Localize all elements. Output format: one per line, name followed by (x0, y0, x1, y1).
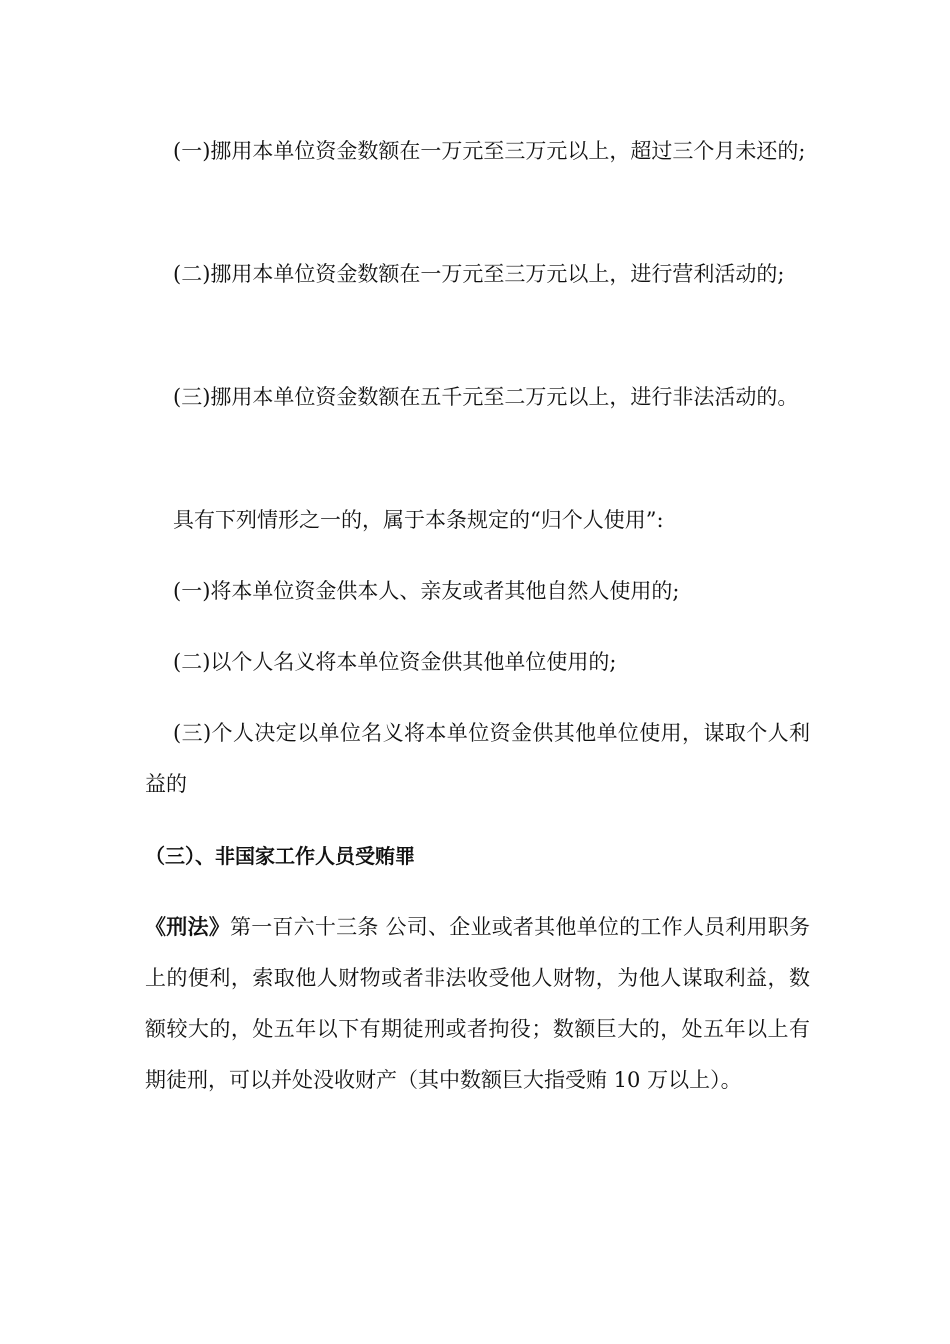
section-heading: （三）、非国家工作人员受贿罪 (145, 844, 415, 868)
paragraph-personal-use-1: (一)将本单位资金供本人、亲友或者其他自然人使用的; (173, 579, 680, 603)
paragraph-item-1: (一)挪用本单位资金数额在一万元至三万元以上，超过三个月未还的; (173, 139, 806, 163)
paragraph-intro-personal-use: 具有下列情形之一的，属于本条规定的“归个人使用”: (173, 508, 664, 532)
paragraph-item-3: (三)挪用本单位资金数额在五千元至二万元以上，进行非法活动的。 (173, 385, 799, 409)
paragraph-item-2: (二)挪用本单位资金数额在一万元至三万元以上，进行营利活动的; (173, 262, 785, 286)
paragraph-personal-use-2: (二)以个人名义将本单位资金供其他单位使用的; (173, 650, 617, 674)
law-text: 第一百六十三条 公司、企业或者其他单位的工作人员利用职务上的便利，索取他人财物或者非法收受他人财物，为他人谋取利益，数额较大的，处五年以下有期徒刑或者拘役；数额巨大的，处五年以上有期徒刑，可以并处没收财产（其中数额巨大指受贿 10 万以上）。 (145, 915, 810, 1092)
law-name: 《刑法》 (145, 915, 230, 939)
law-paragraph (145, 902, 810, 1106)
paragraph-personal-use-3: (三)个人决定以单位名义将本单位资金供其他单位使用，谋取个人利益的 (145, 721, 810, 796)
